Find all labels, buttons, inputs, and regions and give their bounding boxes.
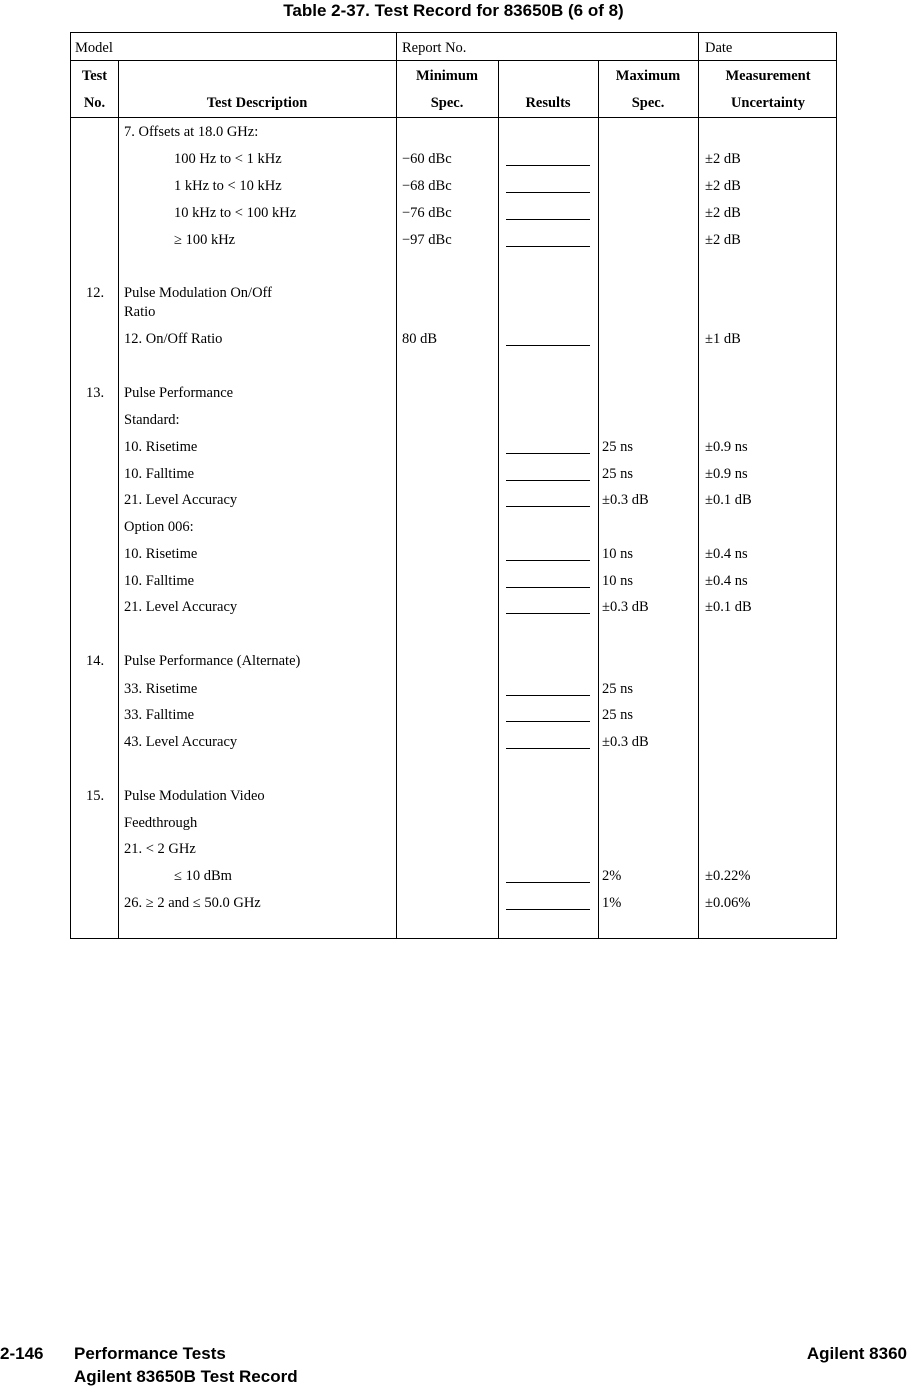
test-description: Pulse Modulation Video xyxy=(124,788,265,804)
test-description: 1 kHz to < 10 kHz xyxy=(174,178,282,194)
test-description: Pulse Performance xyxy=(124,385,234,401)
header-test: Test xyxy=(81,68,108,84)
maximum-spec: 1% xyxy=(602,895,622,911)
maximum-spec: 2% xyxy=(602,868,622,884)
maximum-spec: 10 ns xyxy=(602,546,634,562)
minimum-spec: −60 dBc xyxy=(402,151,452,167)
result-entry-line[interactable] xyxy=(506,882,590,883)
maximum-spec: 25 ns xyxy=(602,707,634,723)
measurement-uncertainty: ±1 dB xyxy=(705,331,741,347)
header-description: Test Description xyxy=(206,95,308,111)
measurement-uncertainty: ±0.9 ns xyxy=(705,466,748,482)
model-label: Model xyxy=(75,40,113,56)
maximum-spec: 25 ns xyxy=(602,466,634,482)
result-entry-line[interactable] xyxy=(506,748,590,749)
test-description: 12. On/Off Ratio xyxy=(124,331,223,347)
test-description: 43. Level Accuracy xyxy=(124,734,238,750)
table-title: Table 2-37. Test Record for 83650B (6 of 8) xyxy=(283,1,624,20)
header-max-spec: Spec. xyxy=(631,95,665,111)
test-description: 10. Falltime xyxy=(124,466,195,482)
measurement-uncertainty: ±0.22% xyxy=(705,868,751,884)
result-entry-line[interactable] xyxy=(506,345,590,346)
divider xyxy=(118,60,119,938)
result-entry-line[interactable] xyxy=(506,453,590,454)
test-description: Pulse Modulation On/Off xyxy=(124,285,272,301)
header-no: No. xyxy=(83,95,106,111)
result-entry-line[interactable] xyxy=(506,165,590,166)
measurement-uncertainty: ±2 dB xyxy=(705,232,741,248)
test-description: Pulse Performance (Alternate) xyxy=(124,653,301,669)
divider xyxy=(71,117,836,118)
report-no-label: Report No. xyxy=(402,40,467,56)
test-description: 33. Risetime xyxy=(124,681,198,697)
test-description: Option 006: xyxy=(124,519,194,535)
test-description: Standard: xyxy=(124,412,180,428)
footer-subsection: Agilent 83650B Test Record xyxy=(74,1367,298,1386)
measurement-uncertainty: ±0.1 dB xyxy=(705,492,752,508)
maximum-spec: 25 ns xyxy=(602,681,634,697)
test-description: 21. Level Accuracy xyxy=(124,599,238,615)
maximum-spec: ±0.3 dB xyxy=(602,492,649,508)
maximum-spec: 25 ns xyxy=(602,439,634,455)
maximum-spec: 10 ns xyxy=(602,573,634,589)
test-description: ≥ 100 kHz xyxy=(174,232,236,248)
measurement-uncertainty: ±0.4 ns xyxy=(705,546,748,562)
test-number: 14. xyxy=(86,653,105,669)
result-entry-line[interactable] xyxy=(506,480,590,481)
header-min-spec: Spec. xyxy=(430,95,464,111)
result-entry-line[interactable] xyxy=(506,246,590,247)
measurement-uncertainty: ±0.4 ns xyxy=(705,573,748,589)
measurement-uncertainty: ±0.9 ns xyxy=(705,439,748,455)
test-description: 26. ≥ 2 and ≤ 50.0 GHz xyxy=(124,895,261,911)
header-results: Results xyxy=(525,95,571,111)
test-description: 21. Level Accuracy xyxy=(124,492,238,508)
header-maximum: Maximum xyxy=(615,68,681,84)
test-description: 10. Falltime xyxy=(124,573,195,589)
minimum-spec: −97 dBc xyxy=(402,232,452,248)
test-description: 21. < 2 GHz xyxy=(124,841,196,857)
divider xyxy=(598,60,599,938)
result-entry-line[interactable] xyxy=(506,613,590,614)
measurement-uncertainty: ±2 dB xyxy=(705,205,741,221)
test-description: 100 Hz to < 1 kHz xyxy=(174,151,282,167)
test-number: 12. xyxy=(86,285,105,301)
result-entry-line[interactable] xyxy=(506,695,590,696)
test-description: Feedthrough xyxy=(124,815,198,831)
test-description: 7. Offsets at 18.0 GHz: xyxy=(124,124,259,140)
minimum-spec: −68 dBc xyxy=(402,178,452,194)
maximum-spec: ±0.3 dB xyxy=(602,599,649,615)
date-label: Date xyxy=(705,40,733,56)
divider xyxy=(698,33,699,938)
measurement-uncertainty: ±0.06% xyxy=(705,895,751,911)
test-description: 33. Falltime xyxy=(124,707,195,723)
result-entry-line[interactable] xyxy=(506,219,590,220)
footer-brand: Agilent 8360 xyxy=(806,1344,907,1363)
result-entry-line[interactable] xyxy=(506,909,590,910)
header-uncertainty: Uncertainty xyxy=(730,95,806,111)
divider xyxy=(498,60,499,938)
minimum-spec: 80 dB xyxy=(402,331,438,347)
divider xyxy=(396,33,397,938)
divider xyxy=(71,60,836,61)
result-entry-line[interactable] xyxy=(506,587,590,588)
measurement-uncertainty: ±2 dB xyxy=(705,151,741,167)
test-number: 15. xyxy=(86,788,105,804)
test-description: 10 kHz to < 100 kHz xyxy=(174,205,297,221)
result-entry-line[interactable] xyxy=(506,721,590,722)
maximum-spec: ±0.3 dB xyxy=(602,734,649,750)
test-number: 13. xyxy=(86,385,105,401)
result-entry-line[interactable] xyxy=(506,506,590,507)
test-description: 10. Risetime xyxy=(124,546,198,562)
measurement-uncertainty: ±0.1 dB xyxy=(705,599,752,615)
test-description: 10. Risetime xyxy=(124,439,198,455)
header-measurement: Measurement xyxy=(725,68,811,84)
minimum-spec: −76 dBc xyxy=(402,205,452,221)
test-record-table xyxy=(70,32,837,939)
result-entry-line[interactable] xyxy=(506,192,590,193)
page-number: 2-146 xyxy=(0,1344,44,1363)
footer-section: Performance Tests xyxy=(74,1344,226,1363)
result-entry-line[interactable] xyxy=(506,560,590,561)
test-description: ≤ 10 dBm xyxy=(174,868,232,884)
test-description: Ratio xyxy=(124,304,156,320)
measurement-uncertainty: ±2 dB xyxy=(705,178,741,194)
header-minimum: Minimum xyxy=(415,68,479,84)
